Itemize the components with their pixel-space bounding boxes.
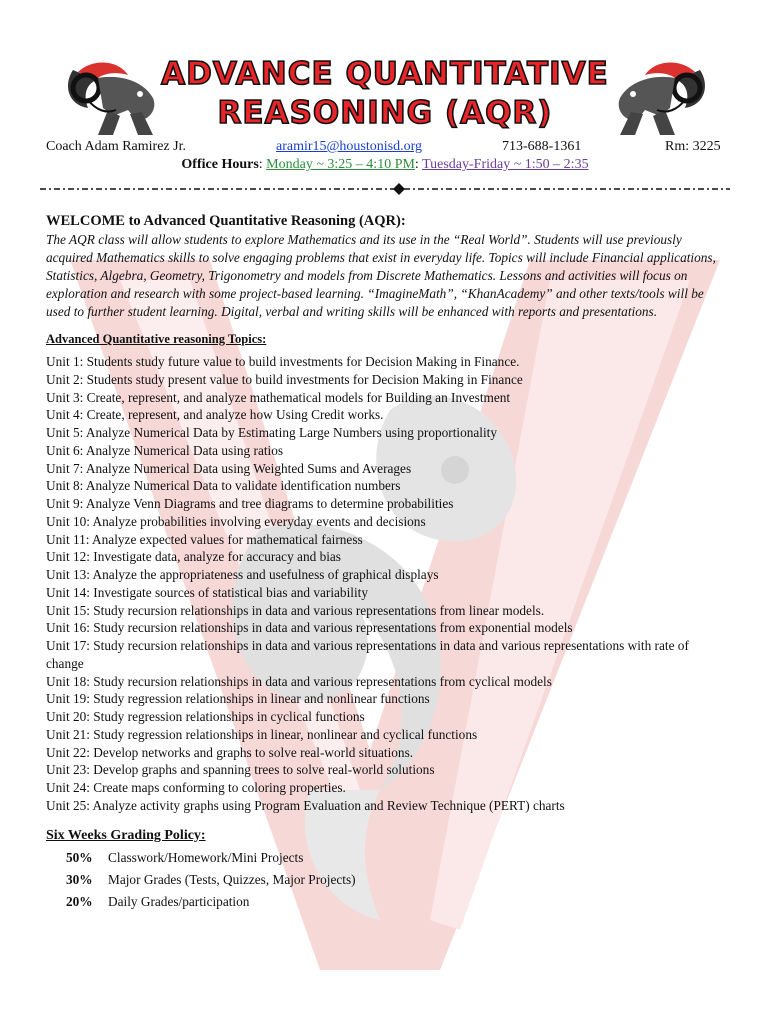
units-list <box>46 353 716 815</box>
grade-percent: 30% <box>66 871 93 887</box>
grade-row <box>46 869 716 891</box>
office-hours-separator: : <box>414 157 423 172</box>
list-item: Unit 2: Students study present value to build investments for Decision Making in Finance <box>46 371 523 387</box>
grade-label: Classwork/Homework/Mini Projects <box>108 849 304 865</box>
list-item: Unit 5: Analyze Numerical Data by Estimating Large Numbers using proportionality <box>46 425 498 440</box>
office-hours-label: Office Hours <box>181 157 259 172</box>
list-item: Unit 13: Analyze the appropriateness and usefulness of graphical displays <box>46 567 439 582</box>
office-hours-separator: : <box>258 157 267 172</box>
topics-heading: Advanced Quantitative reasoning Topics: <box>46 332 267 346</box>
grade-label: Major Grades (Tests, Quizzes, Major Projects) <box>108 871 356 887</box>
office-hours-tuesday-friday: Tuesday-Friday ~ 1:50 – 2:35 <box>422 157 589 172</box>
list-item: Unit 20: Study regression relationships in cyclical functions <box>46 709 365 724</box>
email-link[interactable]: aramir15@houstonisd.org <box>276 139 423 154</box>
list-item: Unit 12: Investigate data, analyze for accuracy and bias <box>46 549 341 565</box>
page-title-line-2: REASONING (AQR) <box>217 95 553 131</box>
phone-number: 713-688-1361 <box>502 139 582 154</box>
main-content <box>46 212 716 913</box>
grade-percent: 20% <box>66 893 93 909</box>
list-item: Unit 19: Study regression relationships in linear and nonlinear functions <box>46 691 430 707</box>
list-item: Unit 6: Analyze Numerical Data using ratios <box>46 442 284 458</box>
list-item: Unit 11: Analyze expected values for mathematical fairness <box>46 531 363 547</box>
list-item: Unit 21: Study regression relationships in linear, nonlinear and cyclical functions <box>46 726 478 742</box>
list-item: Unit 16: Study recursion relationships in data and various representations from exponential models <box>46 620 573 636</box>
grade-percent: 50% <box>66 849 93 865</box>
list-item: Unit 23: Develop graphs and spanning trees to solve real-world solutions <box>46 762 435 778</box>
list-item: Unit 1: Students study future value to build investments for Decision Making in Finance. <box>46 354 520 369</box>
grading-policy-list <box>46 847 716 913</box>
list-item: Unit 25: Analyze activity graphs using Program Evaluation and Review Technique (PERT) charts <box>46 797 565 813</box>
list-item: Unit 24: Create maps conforming to coloring properties. <box>46 780 346 795</box>
list-item: Unit 14: Investigate sources of statistical bias and variability <box>46 584 369 600</box>
list-item: Unit 7: Analyze Numerical Data using Weighted Sums and Averages <box>46 460 412 476</box>
diamond-divider-icon <box>40 182 730 196</box>
list-item: Unit 17: Study recursion relationships in data and various representations in data and various representations with rate of change <box>46 638 689 671</box>
list-item: Unit 4: Create, represent, and analyze how Using Credit works. <box>46 407 384 423</box>
coach-name: Coach Adam Ramirez Jr. <box>46 139 186 154</box>
grade-row <box>46 847 716 869</box>
list-item: Unit 8: Analyze Numerical Data to validate identification numbers <box>46 478 401 494</box>
list-item: Unit 15: Study recursion relationships in data and various representations from linear models. <box>46 602 545 618</box>
list-item: Unit 9: Analyze Venn Diagrams and tree diagrams to determine probabilities <box>46 496 454 511</box>
grading-policy-heading: Six Weeks Grading Policy: <box>46 827 206 843</box>
office-hours-monday: Monday ~ 3:25 – 4:10 PM <box>266 157 415 172</box>
office-hours <box>0 156 770 174</box>
room-number: Rm: 3225 <box>665 139 721 154</box>
list-item: Unit 22: Develop networks and graphs to solve real-world situations. <box>46 744 414 760</box>
grade-row <box>46 891 716 913</box>
list-item: Unit 18: Study recursion relationships in data and various representations from cyclical models <box>46 673 552 689</box>
grade-label: Daily Grades/participation <box>108 893 250 909</box>
list-item: Unit 10: Analyze probabilities involving everyday events and decisions <box>46 513 426 529</box>
welcome-heading: WELCOME to Advanced Quantitative Reasoning (AQR): <box>46 213 406 229</box>
page-title-line-1: ADVANCE QUANTITATIVE <box>161 56 609 92</box>
list-item: Unit 3: Create, represent, and analyze mathematical models for Building an Investment <box>46 389 511 405</box>
welcome-description: The AQR class will allow students to explore Mathematics and its use in the “Real World”. Students will use previously acquired Mathematics skills to solve engaging problems that exist in everyday life. Topics will include Financial applications, Statistics, Algebra, Geometry, Trigonometry and models from Discrete Mathematics. Lessons and activities will focus on exploration and research with some project-based learning. “ImagineMath”, “KhanAcademy” and other texts/tools will be used to further student learning. Digital, verbal and writing skills will be enhanced with reports and presentations. <box>46 232 716 319</box>
